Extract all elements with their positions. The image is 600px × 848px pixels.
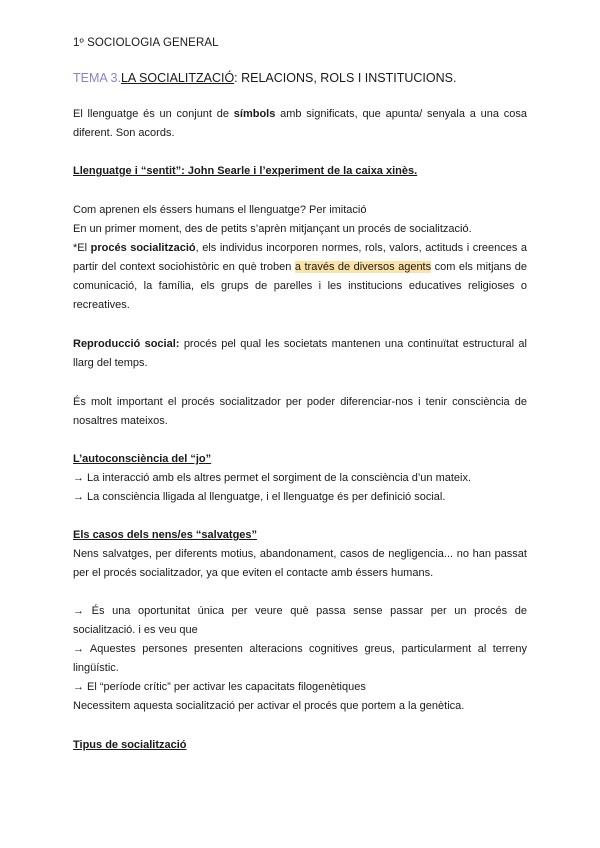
section-heading-tipus: Tipus de socialització: [73, 739, 187, 751]
important-paragraph: És molt important el procés socialitzador per poder diferenciar-nos i tenir consciència de nosaltres mateixos.: [73, 396, 527, 427]
s1-p3-mid: , els individus incorporen normes, rols, valors, actituds i creences a partir del context sociohistòric en què troben: [73, 242, 527, 273]
title-rest: : RELACIONS, ROLS I INSTITUCIONS.: [234, 71, 457, 85]
s1-line2: En un primer moment, des de petits s’aprèn mitjançant un procés de socialització.: [73, 223, 472, 235]
s3-paragraph: Nens salvatges, per diferents motius, abandonament, casos de negligencia... no han passat per el procés socialitzador, ya que eviten el contacte amb éssers humans.: [73, 548, 527, 579]
intro-pre: El llenguatge és un conjunt de: [73, 108, 234, 120]
s1-p3-pre: *El: [73, 242, 91, 254]
document-title: [73, 71, 456, 85]
s1-p3-post: com els mitjans de comunicació, la família, els grups de parelles i les institucions educatives religioses o recreatives.: [73, 261, 527, 311]
s1-p3-bold: procés socialització: [90, 242, 196, 254]
s1-line1: Com aprenen els éssers humans el llenguatge? Per imitació: [73, 204, 367, 216]
s2-item1: → La interacció amb els altres permet el sorgiment de la consciència d’un mateix.: [73, 472, 472, 484]
s3-item1: → És una oportunitat única per veure què passa sense passar per un procés de socialització. i es veu que: [73, 605, 527, 636]
section-heading-salvatges: Els casos dels nens/es “salvatges”: [73, 529, 258, 541]
document-header: 1º SOCIOLOGIA GENERAL: [73, 37, 219, 49]
s1-paragraph-proces: [73, 239, 527, 315]
s3-item3: → El “període crític” per activar les capacitats filogenètiques: [73, 681, 366, 693]
title-tema: TEMA 3.: [73, 71, 121, 85]
title-main: LA SOCIALITZACIÓ: [120, 71, 235, 85]
s2-item2: → La consciència lligada al llenguatge, i el llenguatge és per definició social.: [73, 491, 446, 503]
reproduccio-bold: Reproducció social:: [73, 338, 180, 350]
section-heading-llenguatge: Llenguatge i “sentit”: John Searle i l’experiment de la caixa xinès.: [73, 165, 418, 177]
intro-paragraph: [73, 105, 527, 143]
reproduccio-text: procés pel qual les societats mantenen una continuïtat estructural al llarg del temps.: [73, 338, 527, 369]
highlighted-text: a través de diversos agents: [294, 261, 432, 273]
section-heading-autoconsciencia: L’autoconsciència del “jo”: [73, 453, 212, 465]
intro-bold: símbols: [233, 108, 276, 120]
reproduccio-paragraph: [73, 335, 527, 373]
s3-line: Necessitem aquesta socialització per activar el procés que portem a la genètica.: [73, 700, 465, 712]
s3-item2: → Aquestes persones presenten alteracions cognitives greus, particularment al terreny lingüístic.: [73, 643, 527, 674]
intro-post: amb significats, que apunta/ senyala a una cosa diferent. Son acords.: [73, 108, 528, 139]
